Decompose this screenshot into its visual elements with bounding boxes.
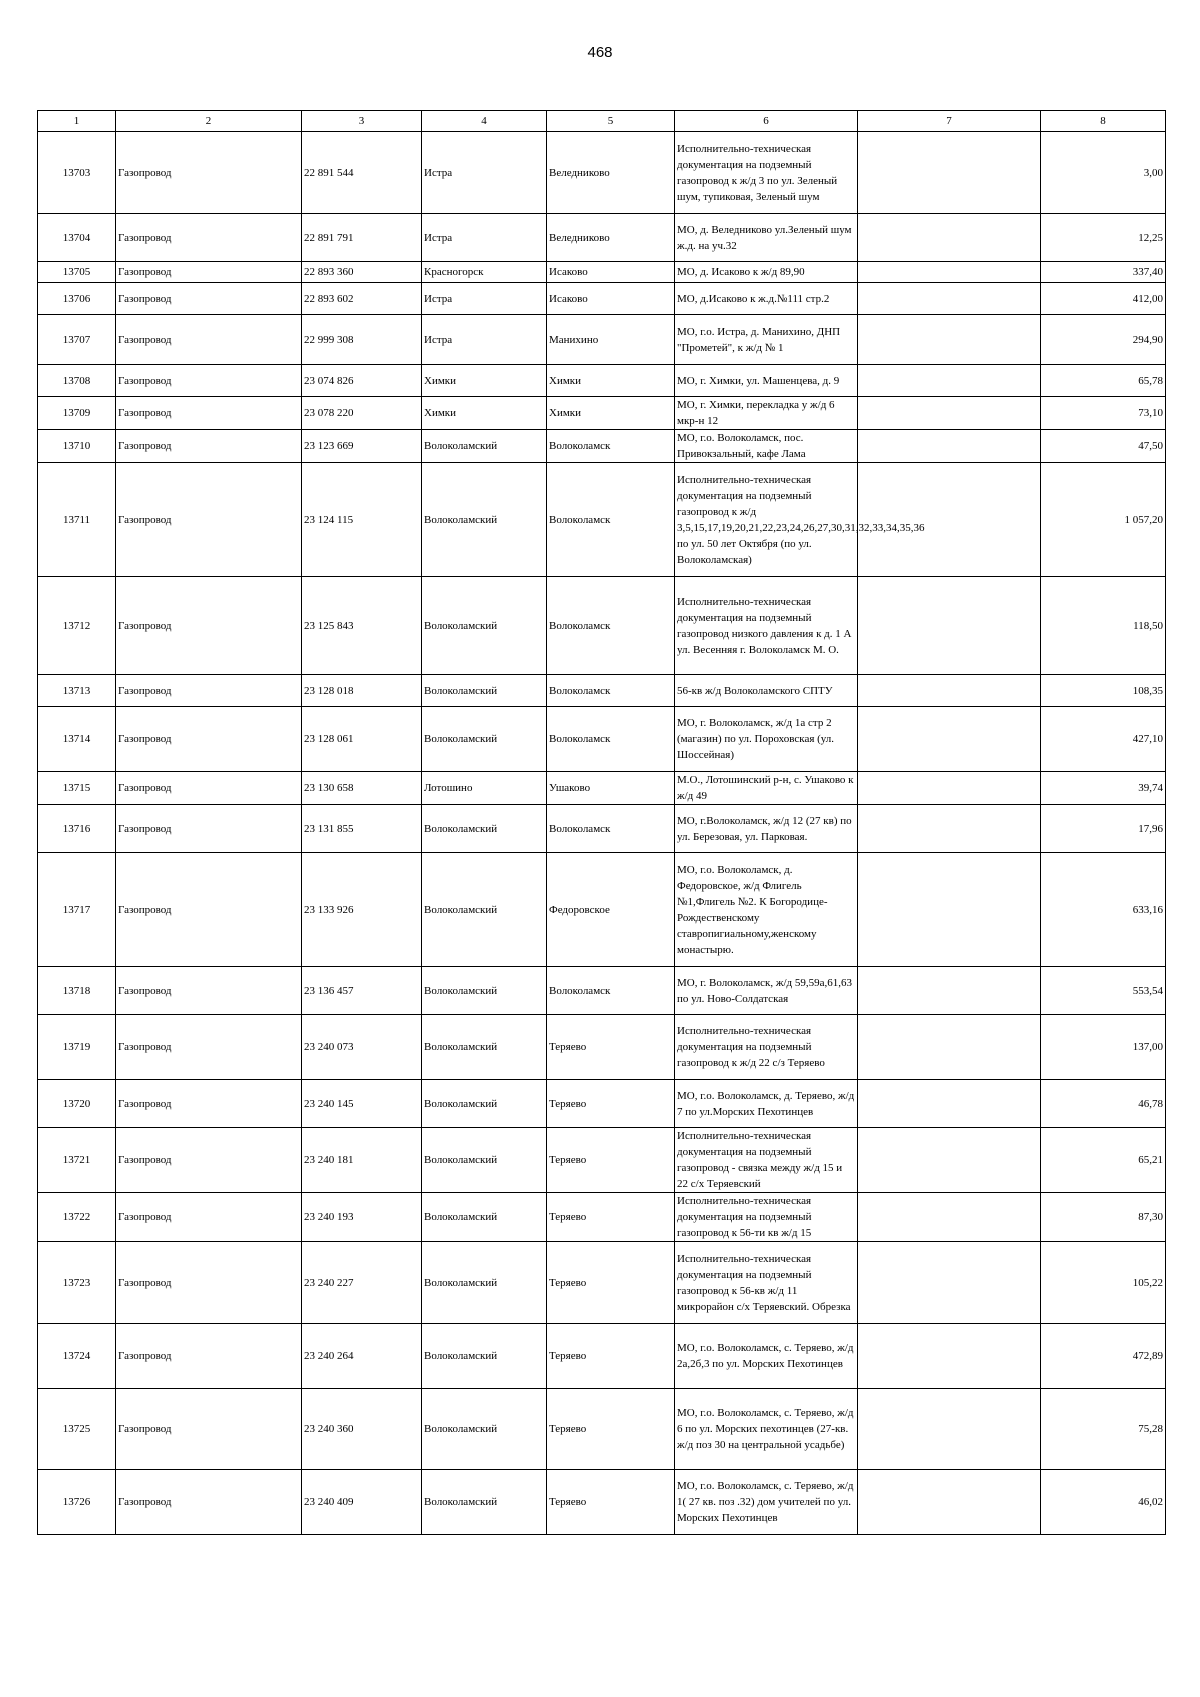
locality-cell: Теряево xyxy=(547,1128,675,1193)
table-row xyxy=(38,397,1166,430)
district-cell: Волоколамский xyxy=(422,1470,547,1535)
column-7-cell xyxy=(858,463,1041,577)
page-number: 468 xyxy=(587,44,613,61)
column-7-cell xyxy=(858,772,1041,805)
column-7-cell xyxy=(858,283,1041,315)
district-cell: Волоколамский xyxy=(422,967,547,1015)
object-type-cell: Газопровод xyxy=(116,1389,302,1470)
column-header: 3 xyxy=(302,111,422,132)
row-number-cell: 13713 xyxy=(38,675,116,707)
length-value-cell: 87,30 xyxy=(1041,1193,1166,1242)
row-number-cell: 13715 xyxy=(38,772,116,805)
length-value-cell: 633,16 xyxy=(1041,853,1166,967)
object-code-cell: 23 128 061 xyxy=(302,707,422,772)
address-cell: Исполнительно-техническая документация на подземный газопровод к ж/д 22 с/з Теряево xyxy=(675,1015,858,1080)
column-7-cell xyxy=(858,262,1041,283)
row-number-cell: 13718 xyxy=(38,967,116,1015)
table-row xyxy=(38,577,1166,675)
table-row xyxy=(38,1242,1166,1324)
length-value-cell: 118,50 xyxy=(1041,577,1166,675)
table-row xyxy=(38,365,1166,397)
column-header: 7 xyxy=(858,111,1041,132)
district-cell: Истра xyxy=(422,214,547,262)
object-code-cell: 22 893 360 xyxy=(302,262,422,283)
object-code-cell: 23 240 073 xyxy=(302,1015,422,1080)
column-7-cell xyxy=(858,967,1041,1015)
object-type-cell: Газопровод xyxy=(116,132,302,214)
address-cell: МО, г.Волоколамск, ж/д 12 (27 кв) по ул. Березовая, ул. Парковая. xyxy=(675,805,858,853)
registry-table xyxy=(37,110,1166,1535)
table-row xyxy=(38,430,1166,463)
district-cell: Волоколамский xyxy=(422,1389,547,1470)
locality-cell: Ушаково xyxy=(547,772,675,805)
object-type-cell: Газопровод xyxy=(116,1080,302,1128)
address-cell: Исполнительно-техническая документация на подземный газопровод к 56-кв ж/д 11 микрорайон с/х Теряевский. Обрезка xyxy=(675,1242,858,1324)
district-cell: Волоколамский xyxy=(422,1128,547,1193)
header-row xyxy=(38,111,1166,132)
length-value-cell: 108,35 xyxy=(1041,675,1166,707)
address-cell: МО, г.о. Волоколамск, д. Федоровское, ж/д Флигель №1,Флигель №2. К Богородице-Рождественскому ставропигиальному,женскому монастырю. xyxy=(675,853,858,967)
object-type-cell: Газопровод xyxy=(116,577,302,675)
object-type-cell: Газопровод xyxy=(116,853,302,967)
locality-cell: Волоколамск xyxy=(547,577,675,675)
address-cell: МО, г.о. Волоколамск, с. Теряево, ж/д 1( 27 кв. поз .32) дом учителей по ул. Морских Пехотинцев xyxy=(675,1470,858,1535)
address-cell: МО, г. Волоколамск, ж/д 59,59а,61,63 по ул. Ново-Солдатская xyxy=(675,967,858,1015)
district-cell: Химки xyxy=(422,365,547,397)
locality-cell: Волоколамск xyxy=(547,463,675,577)
locality-cell: Веледниково xyxy=(547,132,675,214)
object-code-cell: 23 128 018 xyxy=(302,675,422,707)
object-type-cell: Газопровод xyxy=(116,1128,302,1193)
object-code-cell: 23 240 360 xyxy=(302,1389,422,1470)
row-number-cell: 13721 xyxy=(38,1128,116,1193)
district-cell: Волоколамский xyxy=(422,1080,547,1128)
address-cell: МО, г.о. Истра, д. Манихино, ДНП "Прометей", к ж/д № 1 xyxy=(675,315,858,365)
address-cell: Исполнительно-техническая документация на подземный газопровод к ж/д 3,5,15,17,19,20,21,22,23,24,26,27,30,31,32,33,34,35,36 по ул. 50 лет Октября (по ул. Волоколамская) xyxy=(675,463,858,577)
object-type-cell: Газопровод xyxy=(116,675,302,707)
column-7-cell xyxy=(858,1470,1041,1535)
table-row xyxy=(38,853,1166,967)
column-header: 1 xyxy=(38,111,116,132)
column-7-cell xyxy=(858,214,1041,262)
table-row xyxy=(38,132,1166,214)
length-value-cell: 3,00 xyxy=(1041,132,1166,214)
object-type-cell: Газопровод xyxy=(116,967,302,1015)
column-7-cell xyxy=(858,365,1041,397)
object-type-cell: Газопровод xyxy=(116,1242,302,1324)
table-row xyxy=(38,262,1166,283)
length-value-cell: 472,89 xyxy=(1041,1324,1166,1389)
column-header: 6 xyxy=(675,111,858,132)
district-cell: Волоколамский xyxy=(422,463,547,577)
address-cell: Исполнительно-техническая документация на подземный газопровод к ж/д 3 по ул. Зеленый шум, тупиковая, Зеленый шум xyxy=(675,132,858,214)
object-type-cell: Газопровод xyxy=(116,214,302,262)
row-number-cell: 13725 xyxy=(38,1389,116,1470)
district-cell: Волоколамский xyxy=(422,675,547,707)
table-row xyxy=(38,1080,1166,1128)
row-number-cell: 13704 xyxy=(38,214,116,262)
length-value-cell: 46,02 xyxy=(1041,1470,1166,1535)
object-type-cell: Газопровод xyxy=(116,262,302,283)
column-7-cell xyxy=(858,1242,1041,1324)
address-cell: МО, г. Химки, перекладка у ж/д 6 мкр-н 12 xyxy=(675,397,858,430)
length-value-cell: 294,90 xyxy=(1041,315,1166,365)
object-code-cell: 23 240 409 xyxy=(302,1470,422,1535)
locality-cell: Исаково xyxy=(547,283,675,315)
locality-cell: Волоколамск xyxy=(547,967,675,1015)
column-7-cell xyxy=(858,675,1041,707)
column-7-cell xyxy=(858,1324,1041,1389)
row-number-cell: 13714 xyxy=(38,707,116,772)
length-value-cell: 65,21 xyxy=(1041,1128,1166,1193)
object-type-cell: Газопровод xyxy=(116,1193,302,1242)
row-number-cell: 13724 xyxy=(38,1324,116,1389)
locality-cell: Волоколамск xyxy=(547,707,675,772)
row-number-cell: 13709 xyxy=(38,397,116,430)
row-number-cell: 13710 xyxy=(38,430,116,463)
table-row xyxy=(38,675,1166,707)
column-7-cell xyxy=(858,577,1041,675)
length-value-cell: 105,22 xyxy=(1041,1242,1166,1324)
address-cell: МО, г.о. Волоколамск, пос. Привокзальный, кафе Лама xyxy=(675,430,858,463)
district-cell: Волоколамский xyxy=(422,1324,547,1389)
row-number-cell: 13722 xyxy=(38,1193,116,1242)
address-cell: МО, г. Химки, ул. Машенцева, д. 9 xyxy=(675,365,858,397)
row-number-cell: 13706 xyxy=(38,283,116,315)
district-cell: Лотошино xyxy=(422,772,547,805)
length-value-cell: 73,10 xyxy=(1041,397,1166,430)
length-value-cell: 137,00 xyxy=(1041,1015,1166,1080)
column-7-cell xyxy=(858,315,1041,365)
object-type-cell: Газопровод xyxy=(116,283,302,315)
table-row xyxy=(38,1470,1166,1535)
district-cell: Истра xyxy=(422,283,547,315)
object-code-cell: 22 891 791 xyxy=(302,214,422,262)
length-value-cell: 12,25 xyxy=(1041,214,1166,262)
locality-cell: Теряево xyxy=(547,1324,675,1389)
object-type-cell: Газопровод xyxy=(116,365,302,397)
locality-cell: Химки xyxy=(547,365,675,397)
district-cell: Волоколамский xyxy=(422,707,547,772)
locality-cell: Теряево xyxy=(547,1015,675,1080)
locality-cell: Теряево xyxy=(547,1193,675,1242)
district-cell: Истра xyxy=(422,315,547,365)
column-7-cell xyxy=(858,1128,1041,1193)
column-7-cell xyxy=(858,132,1041,214)
table-row xyxy=(38,283,1166,315)
row-number-cell: 13717 xyxy=(38,853,116,967)
length-value-cell: 337,40 xyxy=(1041,262,1166,283)
table-row xyxy=(38,772,1166,805)
table-row xyxy=(38,1128,1166,1193)
table-row xyxy=(38,707,1166,772)
object-code-cell: 22 891 544 xyxy=(302,132,422,214)
object-code-cell: 23 130 658 xyxy=(302,772,422,805)
table-row xyxy=(38,463,1166,577)
locality-cell: Волоколамск xyxy=(547,805,675,853)
address-cell: Исполнительно-техническая документация на подземный газопровод низкого давления к д. 1 А ул. Весенняя г. Волоколамск М. О. xyxy=(675,577,858,675)
object-type-cell: Газопровод xyxy=(116,430,302,463)
column-7-cell xyxy=(858,1193,1041,1242)
locality-cell: Теряево xyxy=(547,1389,675,1470)
object-code-cell: 23 124 115 xyxy=(302,463,422,577)
row-number-cell: 13712 xyxy=(38,577,116,675)
column-header: 8 xyxy=(1041,111,1166,132)
object-type-cell: Газопровод xyxy=(116,1470,302,1535)
locality-cell: Веледниково xyxy=(547,214,675,262)
object-type-cell: Газопровод xyxy=(116,707,302,772)
length-value-cell: 75,28 xyxy=(1041,1389,1166,1470)
object-type-cell: Газопровод xyxy=(116,772,302,805)
row-number-cell: 13723 xyxy=(38,1242,116,1324)
district-cell: Волоколамский xyxy=(422,853,547,967)
object-code-cell: 23 240 193 xyxy=(302,1193,422,1242)
address-cell: Исполнительно-техническая документация на подземный газопровод к 56-ти кв ж/д 15 xyxy=(675,1193,858,1242)
object-code-cell: 23 078 220 xyxy=(302,397,422,430)
district-cell: Волоколамский xyxy=(422,1242,547,1324)
table-row xyxy=(38,315,1166,365)
locality-cell: Теряево xyxy=(547,1242,675,1324)
object-code-cell: 23 240 227 xyxy=(302,1242,422,1324)
column-7-cell xyxy=(858,397,1041,430)
column-header: 2 xyxy=(116,111,302,132)
object-code-cell: 23 240 264 xyxy=(302,1324,422,1389)
object-code-cell: 23 125 843 xyxy=(302,577,422,675)
locality-cell: Теряево xyxy=(547,1470,675,1535)
row-number-cell: 13707 xyxy=(38,315,116,365)
district-cell: Истра xyxy=(422,132,547,214)
object-code-cell: 23 240 181 xyxy=(302,1128,422,1193)
locality-cell: Манихино xyxy=(547,315,675,365)
column-header: 4 xyxy=(422,111,547,132)
district-cell: Волоколамский xyxy=(422,430,547,463)
row-number-cell: 13708 xyxy=(38,365,116,397)
table-row xyxy=(38,1193,1166,1242)
table-row xyxy=(38,214,1166,262)
length-value-cell: 39,74 xyxy=(1041,772,1166,805)
object-type-cell: Газопровод xyxy=(116,397,302,430)
district-cell: Химки xyxy=(422,397,547,430)
object-code-cell: 23 123 669 xyxy=(302,430,422,463)
district-cell: Волоколамский xyxy=(422,1015,547,1080)
row-number-cell: 13719 xyxy=(38,1015,116,1080)
address-cell: МО, г.о. Волоколамск, д. Теряево, ж/д 7 по ул.Морских Пехотинцев xyxy=(675,1080,858,1128)
column-7-cell xyxy=(858,853,1041,967)
object-code-cell: 23 131 855 xyxy=(302,805,422,853)
table-row xyxy=(38,1389,1166,1470)
locality-cell: Химки xyxy=(547,397,675,430)
address-cell: Исполнительно-техническая документация на подземный газопровод - связка между ж/д 15 и 22 с/х Теряевский xyxy=(675,1128,858,1193)
address-cell: 56-кв ж/д Волоколамского СПТУ xyxy=(675,675,858,707)
address-cell: МО, д. Исаково к ж/д 89,90 xyxy=(675,262,858,283)
column-7-cell xyxy=(858,805,1041,853)
column-header: 5 xyxy=(547,111,675,132)
object-type-cell: Газопровод xyxy=(116,463,302,577)
object-code-cell: 23 074 826 xyxy=(302,365,422,397)
table-row xyxy=(38,967,1166,1015)
object-code-cell: 22 893 602 xyxy=(302,283,422,315)
object-type-cell: Газопровод xyxy=(116,315,302,365)
address-cell: МО, д. Веледниково ул.Зеленый шум ж.д. на уч.32 xyxy=(675,214,858,262)
column-7-cell xyxy=(858,1389,1041,1470)
table-row xyxy=(38,805,1166,853)
row-number-cell: 13705 xyxy=(38,262,116,283)
column-7-cell xyxy=(858,430,1041,463)
column-7-cell xyxy=(858,707,1041,772)
district-cell: Волоколамский xyxy=(422,1193,547,1242)
length-value-cell: 65,78 xyxy=(1041,365,1166,397)
district-cell: Волоколамский xyxy=(422,577,547,675)
address-cell: М.О., Лотошинский р-н, с. Ушаково к ж/д 49 xyxy=(675,772,858,805)
column-7-cell xyxy=(858,1015,1041,1080)
address-cell: МО, д.Исаково к ж.д.№111 стр.2 xyxy=(675,283,858,315)
table-row xyxy=(38,1324,1166,1389)
row-number-cell: 13726 xyxy=(38,1470,116,1535)
object-type-cell: Газопровод xyxy=(116,1324,302,1389)
row-number-cell: 13720 xyxy=(38,1080,116,1128)
locality-cell: Теряево xyxy=(547,1080,675,1128)
locality-cell: Волоколамск xyxy=(547,675,675,707)
locality-cell: Исаково xyxy=(547,262,675,283)
locality-cell: Федоровское xyxy=(547,853,675,967)
object-type-cell: Газопровод xyxy=(116,805,302,853)
length-value-cell: 427,10 xyxy=(1041,707,1166,772)
length-value-cell: 1 057,20 xyxy=(1041,463,1166,577)
length-value-cell: 412,00 xyxy=(1041,283,1166,315)
object-code-cell: 22 999 308 xyxy=(302,315,422,365)
object-code-cell: 23 240 145 xyxy=(302,1080,422,1128)
length-value-cell: 17,96 xyxy=(1041,805,1166,853)
address-cell: МО, г.о. Волоколамск, с. Теряево, ж/д 2а,2б,3 по ул. Морских Пехотинцев xyxy=(675,1324,858,1389)
row-number-cell: 13716 xyxy=(38,805,116,853)
row-number-cell: 13711 xyxy=(38,463,116,577)
object-code-cell: 23 136 457 xyxy=(302,967,422,1015)
district-cell: Волоколамский xyxy=(422,805,547,853)
row-number-cell: 13703 xyxy=(38,132,116,214)
length-value-cell: 553,54 xyxy=(1041,967,1166,1015)
table-row xyxy=(38,1015,1166,1080)
object-type-cell: Газопровод xyxy=(116,1015,302,1080)
locality-cell: Волоколамск xyxy=(547,430,675,463)
column-7-cell xyxy=(858,1080,1041,1128)
object-code-cell: 23 133 926 xyxy=(302,853,422,967)
address-cell: МО, г. Волоколамск, ж/д 1а стр 2 (магазин) по ул. Пороховская (ул. Шоссейная) xyxy=(675,707,858,772)
length-value-cell: 47,50 xyxy=(1041,430,1166,463)
district-cell: Красногорск xyxy=(422,262,547,283)
length-value-cell: 46,78 xyxy=(1041,1080,1166,1128)
address-cell: МО, г.о. Волоколамск, с. Теряево, ж/д 6 по ул. Морских пехотинцев (27-кв. ж/д поз 30 на центральной усадьбе) xyxy=(675,1389,858,1470)
